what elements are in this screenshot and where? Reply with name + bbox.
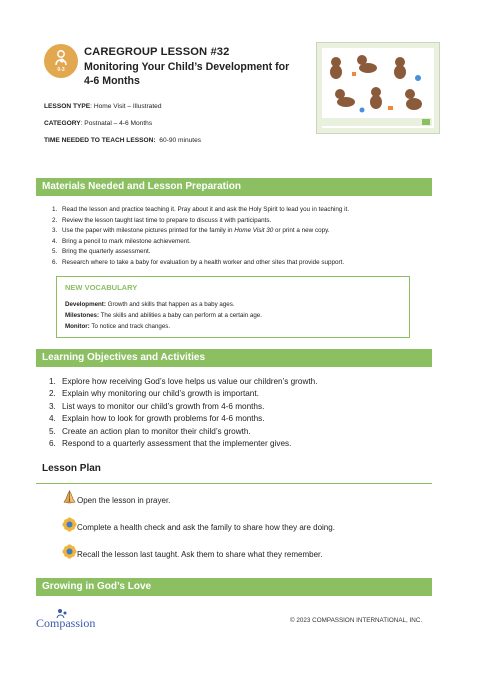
- materials-list: [52, 205, 350, 268]
- meta-label: CATEGORY: [44, 120, 81, 127]
- vocabulary-term: [65, 301, 235, 308]
- item-text: Review the lesson taught last time to prepare to discuss it with participants.: [62, 216, 272, 224]
- lesson-logo: [44, 44, 78, 78]
- item-text: Explain how to look for growth problems for 4-6 months.: [62, 414, 265, 424]
- baby-milestones-illustration: [322, 48, 432, 126]
- materials-section-bar: [36, 178, 432, 196]
- lesson-plan-item: [62, 490, 402, 510]
- item-number: 5.: [49, 426, 56, 436]
- term-definition: To notice and track changes.: [89, 323, 171, 330]
- lesson-subtitle: Monitoring Your Child’s Development for 4-6 Months: [84, 61, 290, 87]
- plan-text: Recall the lesson last taught. Ask them to share what they remember.: [77, 550, 323, 559]
- item-text: Bring a pencil to mark milestone achievement.: [62, 237, 191, 245]
- compassion-logo: [36, 608, 136, 632]
- meta-lesson-type: [44, 103, 162, 110]
- item-text: Explain why monitoring our child’s growth is important.: [62, 389, 259, 399]
- lesson-plan-header: [36, 459, 432, 484]
- item-text: List ways to monitor our child’s growth from 4-6 months.: [62, 401, 265, 411]
- list-item: [52, 226, 349, 237]
- brand-name: Compassion: [36, 616, 96, 630]
- copyright-text: © 2023 COMPASSION INTERNATIONAL, INC.: [290, 617, 423, 624]
- plan-text: Open the lesson in prayer.: [77, 496, 171, 505]
- lesson-plan-item: [62, 517, 402, 537]
- vocabulary-title: NEW VOCABULARY: [65, 283, 138, 292]
- term-label: Monitor:: [65, 323, 90, 330]
- item-text: Respond to a quarterly assessment that the implementer gives.: [62, 439, 292, 449]
- list-item: [49, 413, 317, 425]
- objectives-list: [49, 376, 318, 450]
- lesson-plan-item: [62, 544, 402, 564]
- list-item: [49, 426, 317, 438]
- list-item: [52, 247, 349, 258]
- lesson-title: CAREGROUP LESSON #32: [84, 46, 230, 58]
- item-text: Bring the quarterly assessment.: [62, 248, 151, 255]
- item-number: 3.: [49, 401, 56, 411]
- item-number: 3.: [52, 227, 58, 234]
- item-text: Research where to take a baby for evaluation by a health worker and other sites that provide support.: [62, 258, 345, 266]
- item-number: 6.: [49, 439, 56, 449]
- list-item: [52, 258, 349, 269]
- item-text: Explore how receiving God’s love helps us value our children’s growth.: [62, 377, 318, 386]
- lesson-plan-heading: Lesson Plan: [42, 463, 101, 474]
- item-text-tail: or print a new copy.: [273, 227, 330, 234]
- item-number: 6.: [52, 258, 58, 266]
- meta-time: [44, 137, 201, 144]
- list-item: [49, 388, 317, 400]
- meta-value: : Home Visit – Illustrated: [90, 103, 162, 110]
- meta-label: TIME NEEDED TO TEACH LESSON:: [44, 137, 156, 144]
- vocabulary-term: [65, 312, 262, 319]
- flower-icon: [62, 517, 77, 532]
- materials-heading: Materials Needed and Lesson Preparation: [42, 181, 241, 192]
- term-definition: The skills and abilities a baby can perform at a certain age.: [99, 312, 262, 319]
- item-number: 2.: [49, 389, 56, 399]
- term-label: Development:: [65, 301, 106, 308]
- item-emphasis: Home Visit 30: [234, 227, 274, 234]
- flower-icon: [62, 544, 77, 559]
- term-definition: Growth and skills that happen as a baby ages.: [105, 301, 235, 308]
- item-number: 5.: [52, 248, 58, 255]
- item-number: 1.: [49, 377, 56, 386]
- milestone-thumbnail: [316, 42, 440, 134]
- list-item: [49, 376, 318, 388]
- list-item: [49, 438, 317, 450]
- item-number: 4.: [52, 237, 58, 245]
- item-number: 2.: [52, 216, 58, 224]
- item-number: 4.: [49, 414, 56, 424]
- vocabulary-box: [56, 276, 410, 338]
- mother-child-icon: [52, 49, 70, 67]
- item-text: Use the paper with milestone pictures printed for the family in: [62, 227, 235, 234]
- vocabulary-term: [65, 323, 170, 330]
- item-text: Create an action plan to monitor their child’s growth.: [62, 426, 251, 436]
- meta-value: : Postnatal – 4-6 Months: [80, 120, 153, 127]
- praying-hands-icon: [62, 490, 77, 505]
- item-number: 1.: [52, 206, 58, 213]
- list-item: [52, 237, 349, 248]
- item-text: Read the lesson and practice teaching it. Pray about it and ask the Holy Spirit to lead you in teaching it.: [62, 206, 350, 213]
- list-item: [49, 401, 317, 413]
- growing-heading: Growing in God’s Love: [42, 581, 152, 592]
- meta-value: 60-90 minutes: [155, 137, 202, 144]
- meta-label: LESSON TYPE: [44, 103, 91, 110]
- logo-age-label: 0-3: [57, 67, 65, 73]
- meta-category: [44, 120, 152, 127]
- plan-text: Complete a health check and ask the family to share how they are doing.: [77, 523, 335, 532]
- objectives-heading: Learning Objectives and Activities: [42, 352, 206, 363]
- list-item: [52, 205, 350, 216]
- growing-section-bar: [36, 578, 432, 596]
- term-label: Milestones:: [65, 312, 100, 319]
- objectives-section-bar: [36, 349, 432, 367]
- list-item: [52, 216, 349, 227]
